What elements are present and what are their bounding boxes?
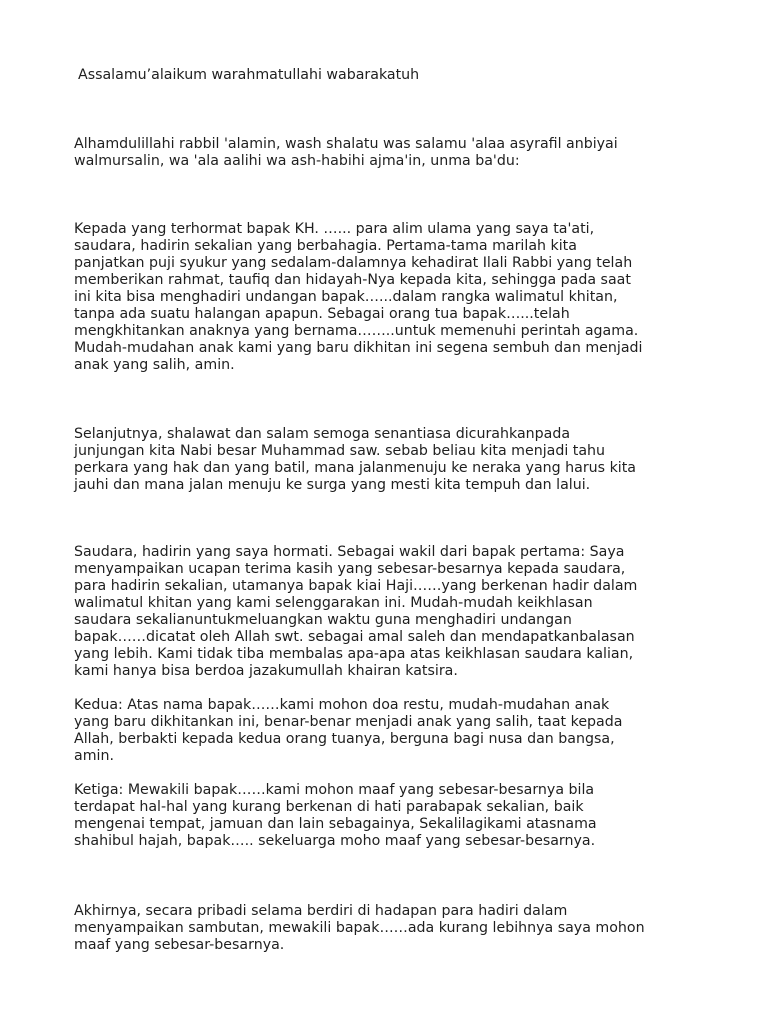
greeting-line: Assalamu’alaikum warahmatullahi wabarakatuh xyxy=(78,67,420,83)
body-paragraph-5: Ketiga: Mewakili bapak……kami mohon maaf yang sebesar-besarnya bila terdapat hal-hal yang kurang berkenan di hati parabapak sekalian, baik mengenai tempat, jamuan dan lain sebagainya, Sekalilagikami atasnama shahibul hajah, bapak….. sekeluarga moho maaf yang sebesar-besarnya. xyxy=(74,782,597,849)
body-paragraph-4: Kedua: Atas nama bapak……kami mohon doa restu, mudah-mudahan anak yang baru dikhitankan ini, benar-benar menjadi anak yang salih, taat kepada Allah, berbakti kepada kedua orang tuanya, berguna bagi nusa dan bangsa, amin. xyxy=(74,697,623,764)
body-paragraph-1: Kepada yang terhormat bapak KH. …... para alim ulama yang saya ta'ati, saudara, hadirin sekalian yang berbahagia. Pertama-tama marilah kita panjatkan puji syukur yang sedalam-dalamnya kehadirat Ilali Rabbi yang telah memberikan rahmat, taufiq dan hidayah-Nya kepada kita, sehingga pada saat ini kita bisa menghadiri undangan bapak…...dalam rangka walimatul khitan, tanpa ada suatu halangan apapun. Sebagai orang tua bapak…...telah mengkhitankan anaknya yang bernama……..untuk memenuhi perintah agama. Mudah-mudahan anak kami yang baru dikhitan ini segena sembuh dan menjadi anak yang salih, amin. xyxy=(74,221,643,373)
body-paragraph-3: Saudara, hadirin yang saya hormati. Sebagai wakil dari bapak pertama: Saya menyampaikan ucapan terima kasih yang sebesar-besarnya kepada saudara, para hadirin sekalian, utamanya bapak kiai Haji……yang berkenan hadir dalam walimatul khitan yang kami selenggarakan ini. Mudah-mudah keikhlasan saudara sekalianuntukmeluangkan waktu guna menghadiri undangan bapak……dicatat oleh Allah swt. sebagai amal saleh dan mendapatkanbalasan yang lebih. Kami tidak tiba membalas apa-apa atas keikhlasan saudara kalian, kami hanya bisa berdoa jazakumullah khairan katsira. xyxy=(74,544,638,679)
opening-paragraph: Alhamdulillahi rabbil 'alamin, wash shalatu was salamu 'alaa asyrafil anbiyai walmursalin, wa 'ala aalihi wa ash-habihi ajma'in, unma ba'du: xyxy=(74,136,618,169)
body-paragraph-6: Akhirnya, secara pribadi selama berdiri di hadapan para hadiri dalam menyampaikan sambutan, mewakili bapak……ada kurang lebihnya saya mohon maaf yang sebesar-besarnya. xyxy=(74,903,645,953)
body-paragraph-2: Selanjutnya, shalawat dan salam semoga senantiasa dicurahkanpada junjungan kita Nabi besar Muhammad saw. sebab beliau kita menjadi tahu perkara yang hak dan yang batil, mana jalanmenuju ke neraka yang harus kita jauhi dan mana jalan menuju ke surga yang mesti kita tempuh dan lalui. xyxy=(74,426,636,493)
